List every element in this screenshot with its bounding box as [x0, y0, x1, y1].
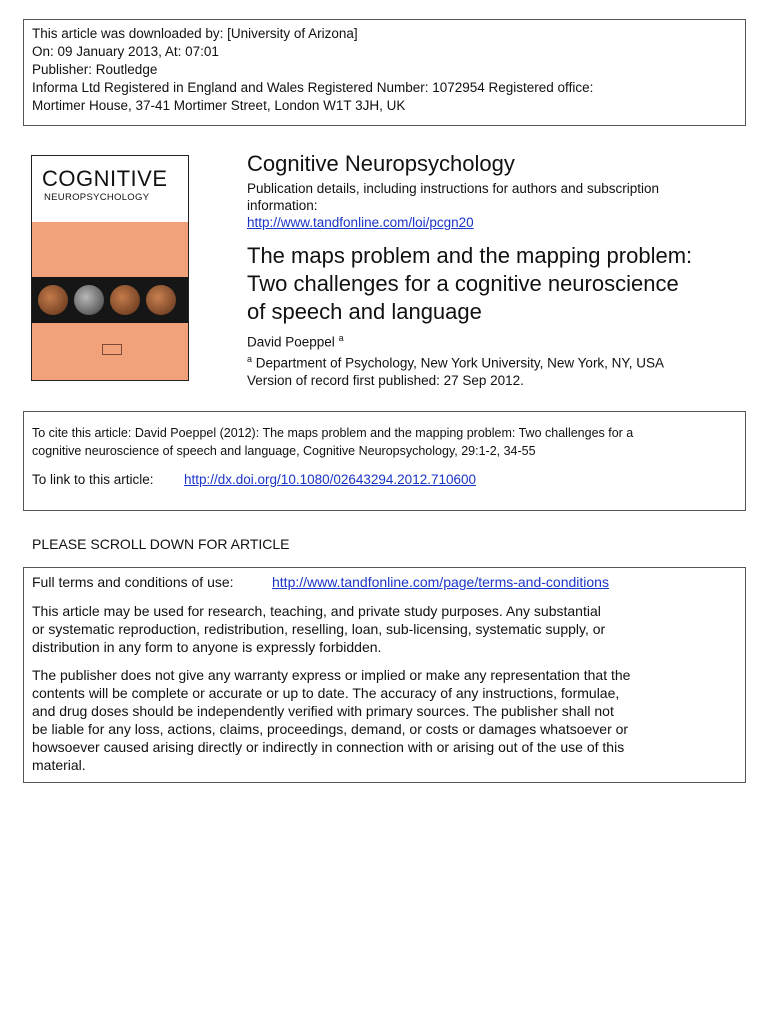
journal-name: Cognitive Neuropsychology	[247, 151, 515, 176]
article-title-line: of speech and language	[247, 299, 482, 324]
terms-link[interactable]: http://www.tandfonline.com/page/terms-and-conditions	[272, 574, 609, 590]
journal-cover-image	[31, 155, 189, 381]
download-info-line: Publisher: Routledge	[32, 62, 158, 77]
scroll-notice: PLEASE SCROLL DOWN FOR ARTICLE	[32, 536, 290, 552]
disclaimer-paragraph-line: howsoever caused arising directly or indirectly in connection with or arising out of the use of this	[32, 739, 625, 755]
disclaimer-paragraph-line: The publisher does not give any warranty express or implied or make any representation that the	[32, 667, 631, 683]
download-info-line: Mortimer House, 37-41 Mortimer Street, London W1T 3JH, UK	[32, 98, 406, 113]
affiliation	[247, 354, 664, 371]
disclaimer-paragraph-line: contents will be complete or accurate or up to date. The accuracy of any instructions, formulae,	[32, 685, 620, 701]
author-name	[247, 333, 344, 350]
author-name-text: David Poeppel	[247, 334, 335, 350]
terms-paragraph-line: or systematic reproduction, redistribution, reselling, loan, sub-licensing, systematic supply, or	[32, 621, 606, 637]
affiliation-text: Department of Psychology, New York University, New York, NY, USA	[255, 355, 664, 371]
author-sup: a	[338, 333, 344, 343]
cover-subtitle: NEUROPSYCHOLOGY	[44, 192, 150, 203]
disclaimer-paragraph-line: and drug doses should be independently verified with primary sources. The publisher shall not	[32, 703, 614, 719]
journal-details: Publication details, including instructions for authors and subscription	[247, 181, 659, 196]
brain-icon	[74, 285, 104, 315]
doi-link[interactable]: http://dx.doi.org/10.1080/02643294.2012.710600	[184, 472, 477, 487]
cover-title: COGNITIVE	[42, 166, 168, 191]
journal-url-link[interactable]: http://www.tandfonline.com/loi/pcgn20	[247, 215, 474, 230]
download-info-line: On: 09 January 2013, At: 07:01	[32, 44, 219, 59]
disclaimer-paragraph-line: material.	[32, 757, 86, 773]
article-title-line: The maps problem and the mapping problem:	[247, 243, 693, 268]
affiliation-sup: a	[247, 354, 253, 364]
brain-icon	[110, 285, 140, 315]
article-title-line: Two challenges for a cognitive neuroscience	[247, 271, 679, 296]
brain-icon	[38, 285, 68, 315]
terms-paragraph-line: distribution in any form to anyone is expressly forbidden.	[32, 639, 382, 655]
terms-label: Full terms and conditions of use:	[32, 574, 234, 590]
link-label: To link to this article:	[32, 472, 154, 487]
journal-details: information:	[247, 198, 318, 213]
brain-icon	[146, 285, 176, 315]
publisher-logo-icon	[102, 344, 122, 355]
terms-paragraph-line: This article may be used for research, teaching, and private study purposes. Any substantial	[32, 603, 601, 619]
download-info-line: This article was downloaded by: [University of Arizona]	[32, 26, 358, 41]
disclaimer-paragraph-line: be liable for any loss, actions, claims, proceedings, demand, or costs or damages whatsoever or	[32, 721, 629, 737]
publication-date: Version of record first published: 27 Sep 2012.	[247, 373, 524, 388]
download-info-line: Informa Ltd Registered in England and Wales Registered Number: 1072954 Registered office:	[32, 80, 594, 95]
citation-text: cognitive neuroscience of speech and language, Cognitive Neuropsychology, 29:1-2, 34-55	[32, 444, 536, 458]
citation-text: To cite this article: David Poeppel (2012): The maps problem and the mapping problem: Two challenges for a	[32, 426, 634, 440]
